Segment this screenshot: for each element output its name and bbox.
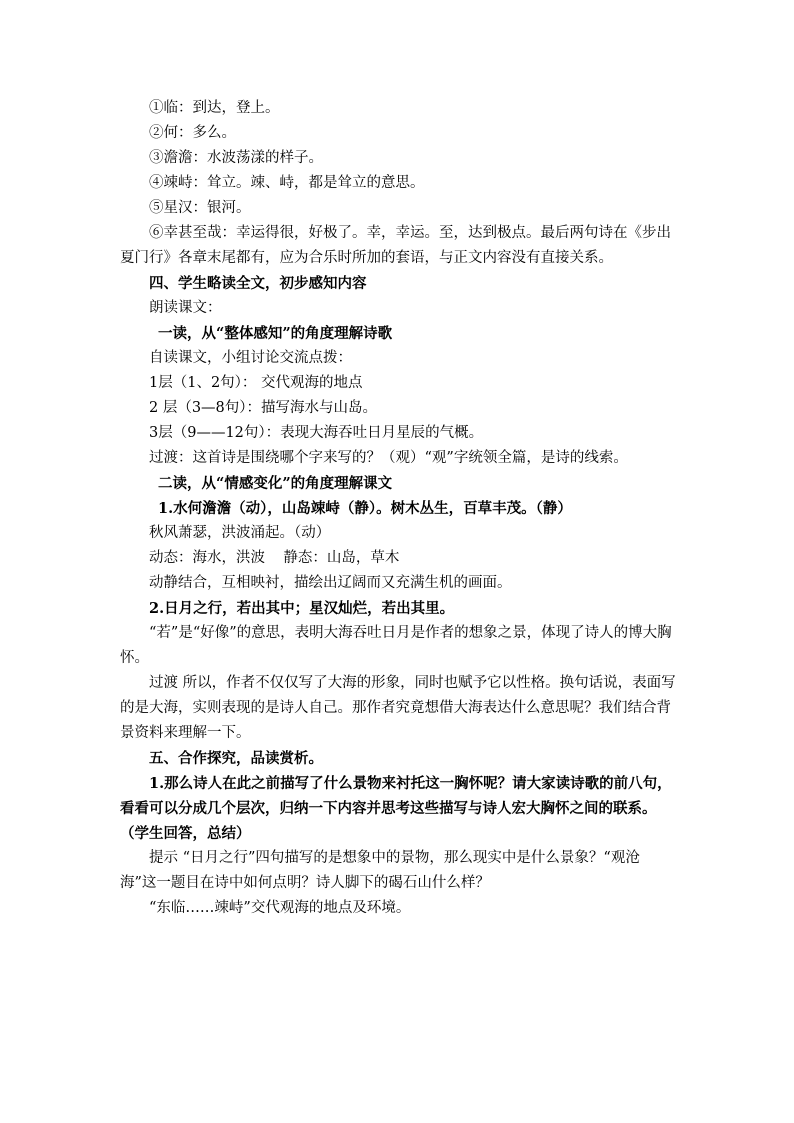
hint-paragraph: 提示 “日月之行”四句描写的是想象中的景物，那么现实中是什么景象？“观沧海”这一题目在诗中如何点明？诗人脚下的碣石山什么样？ xyxy=(120,850,640,891)
point-1: 1.水何澹澹（动），山岛竦峙（静）。树木丛生，百草丰茂。（静） xyxy=(158,500,572,517)
question-1: 1.那么诗人在此之前描写了什么景物来衬托这一胸怀呢？请大家读诗歌的前八句，看看可以分成几个层次，归纳一下内容并思考这些描写与诗人宏大胸怀之间的联系。（学生回答，总结） xyxy=(120,775,672,842)
note-6: ⑥幸甚至哉：幸运得很，好极了。幸，幸运。至，达到极点。最后两句诗在《步出夏门行》各章末尾都有，应为合乐时所加的套语，与正文内容没有直接关系。 xyxy=(120,225,671,266)
note-4: ④竦峙：耸立。竦、峙，都是耸立的意思。 xyxy=(149,175,425,191)
transition-2: 过渡 所以，作者不仅仅写了大海的形象，同时也赋予它以性格。换句话说，表面写的是大海，实则表现的是诗人自己。那作者究竟想借大海表达什么意思呢？我们结合背景资料来理解一下。 xyxy=(120,675,676,741)
point-2: 2.日月之行，若出其中；星汉灿烂，若出其里。 xyxy=(149,600,455,617)
section-4-heading: 四、学生略读全文，初步感知内容 xyxy=(149,275,367,292)
combine-line: 动静结合，互相映衬，描绘出辽阔而又充满生机的画面。 xyxy=(149,575,512,591)
note-2: ②何：多么。 xyxy=(149,125,236,141)
transition: 过渡：这首诗是围绕哪个字来写的？（观）“观”字统领全篇，是诗的线索。 xyxy=(149,450,628,466)
layer-2: 2 层（3—8句）：描写海水与山岛。 xyxy=(149,400,378,416)
note-1: ①临：到达，登上。 xyxy=(149,100,280,116)
autumn-line: 秋风萧瑟，洪波涌起。（动） xyxy=(149,525,331,541)
read-2-heading: 二读，从“情感变化”的角度理解课文 xyxy=(158,475,393,492)
note-5: ⑤星汉：银河。 xyxy=(149,200,251,216)
document-page xyxy=(120,96,676,921)
layer-1: 1层（1、2句）： 交代观海的地点 xyxy=(149,375,363,391)
section-5-heading: 五、合作探究，品读赏析。 xyxy=(149,750,323,767)
dynamic-static: 动态：海水，洪波 静态：山岛，草木 xyxy=(149,550,400,566)
read-aloud: 朗读课文： xyxy=(149,300,222,316)
layer-3: 3层（9——12句）：表现大海吞吐日月星辰的气概。 xyxy=(149,425,484,441)
self-read: 自读课文，小组讨论交流点拨： xyxy=(149,350,352,366)
ruo-paragraph: “若”是“好像”的意思，表明大海吞吐日月是作者的想象之景，体现了诗人的博大胸怀。 xyxy=(120,625,672,666)
read-1-heading: 一读，从“整体感知”的角度理解诗歌 xyxy=(158,325,393,342)
east-line: “东临……竦峙”交代观海的地点及环境。 xyxy=(149,900,411,916)
note-3: ③澹澹：水波荡漾的样子。 xyxy=(149,150,323,166)
